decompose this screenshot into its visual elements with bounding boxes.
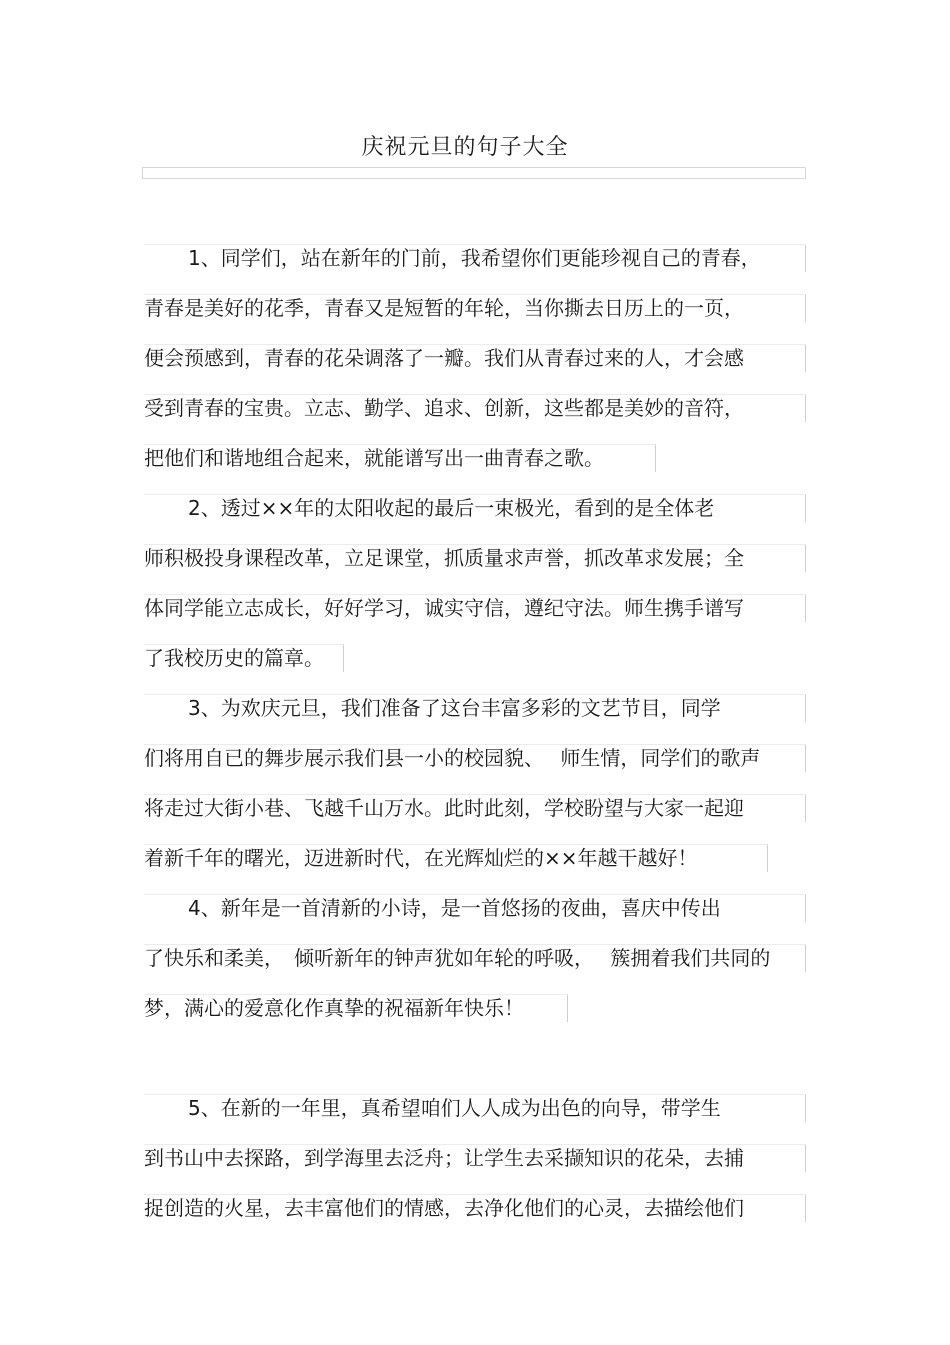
line-boundary-mark [805, 895, 806, 922]
paragraph-line [144, 244, 806, 271]
line-boundary-mark [805, 295, 806, 322]
line-boundary-mark [767, 845, 768, 872]
paragraph-line [144, 944, 806, 971]
paragraph-line [144, 594, 806, 621]
line-text: 着新千年的曙光，迈进新时代，在光辉灿烂的××年越干越好！ [144, 846, 698, 870]
paragraph-line [144, 344, 806, 371]
line-boundary-mark [805, 1095, 806, 1122]
paragraph-line [144, 694, 806, 721]
paragraph-line [144, 1194, 806, 1221]
paragraph-line [144, 444, 656, 471]
paragraph-line [144, 1144, 806, 1171]
line-boundary-mark [805, 1195, 806, 1222]
line-text: 受到青春的宝贵。立志、勤学、追求、创新，这些都是美妙的音符， [144, 396, 744, 420]
line-text: 2、透过××年的太阳收起的最后一束极光，看到的是全体老 [188, 496, 715, 520]
line-text: 1、同学们，站在新年的门前，我希望你们更能珍视自己的青春， [188, 246, 761, 270]
paragraph-line [144, 644, 344, 671]
line-boundary-mark [805, 795, 806, 822]
line-boundary-mark [805, 695, 806, 722]
line-text: 5、在新的一年里，真希望咱们人人成为出色的向导，带学生 [188, 1096, 721, 1120]
line-boundary-mark [805, 1145, 806, 1172]
line-boundary-mark [805, 945, 806, 972]
line-text: 4、新年是一首清新的小诗，是一首悠扬的夜曲，喜庆中传出 [188, 896, 721, 920]
line-boundary-mark [343, 645, 344, 672]
line-text: 们将用自已的舞步展示我们县一小的校园貌、 师生情，同学们的歌声 [144, 746, 761, 770]
line-boundary-mark [567, 995, 568, 1022]
page-title: 庆祝元旦的句子大全 [361, 135, 569, 160]
paragraph-line [144, 544, 806, 571]
line-text: 将走过大街小巷、飞越千山万水。此时此刻，学校盼望与大家一起迎 [144, 796, 744, 820]
paragraph-line [144, 894, 806, 921]
line-boundary-mark [805, 745, 806, 772]
paragraph-line [144, 744, 806, 771]
line-boundary-mark [655, 445, 656, 472]
line-boundary-mark [805, 395, 806, 422]
paragraph-line [144, 494, 806, 521]
line-text: 把他们和谐地组合起来，就能谱写出一曲青春之歌。 [144, 446, 604, 470]
line-text: 了快乐和柔美， 倾听新年的钟声犹如年轮的呼吸， 簇拥着我们共同的 [144, 946, 771, 970]
paragraph-line [144, 394, 806, 421]
title-divider [142, 167, 806, 179]
paragraph-line [144, 844, 768, 871]
line-text: 了我校历史的篇章。 [144, 646, 324, 670]
paragraph-line [144, 794, 806, 821]
line-boundary-mark [805, 345, 806, 372]
line-boundary-mark [805, 545, 806, 572]
line-boundary-mark [805, 495, 806, 522]
line-text: 到书山中去探路，到学海里去泛舟；让学生去采撷知识的花朵，去捕 [144, 1146, 744, 1170]
paragraph-line [144, 1094, 806, 1121]
line-text: 梦，满心的爱意化作真挚的祝福新年快乐！ [144, 996, 524, 1020]
line-text: 体同学能立志成长，好好学习，诚实守信，遵纪守法。师生携手谱写 [144, 596, 744, 620]
line-text: 师积极投身课程改革，立足课堂，抓质量求声誉，抓改革求发展；全 [144, 546, 744, 570]
line-text: 3、为欢庆元旦，我们准备了这台丰富多彩的文艺节目，同学 [188, 696, 721, 720]
paragraph-line [144, 294, 806, 321]
line-text: 捉创造的火星，去丰富他们的情感，去净化他们的心灵，去描绘他们 [144, 1196, 744, 1220]
line-text: 便会预感到，青春的花朵调落了一瓣。我们从青春过来的人，才会感 [144, 346, 744, 370]
line-text: 青春是美好的花季，青春又是短暂的年轮，当你撕去日历上的一页， [144, 296, 744, 320]
paragraph-line [144, 994, 568, 1021]
line-boundary-mark [805, 595, 806, 622]
line-boundary-mark [805, 245, 806, 272]
